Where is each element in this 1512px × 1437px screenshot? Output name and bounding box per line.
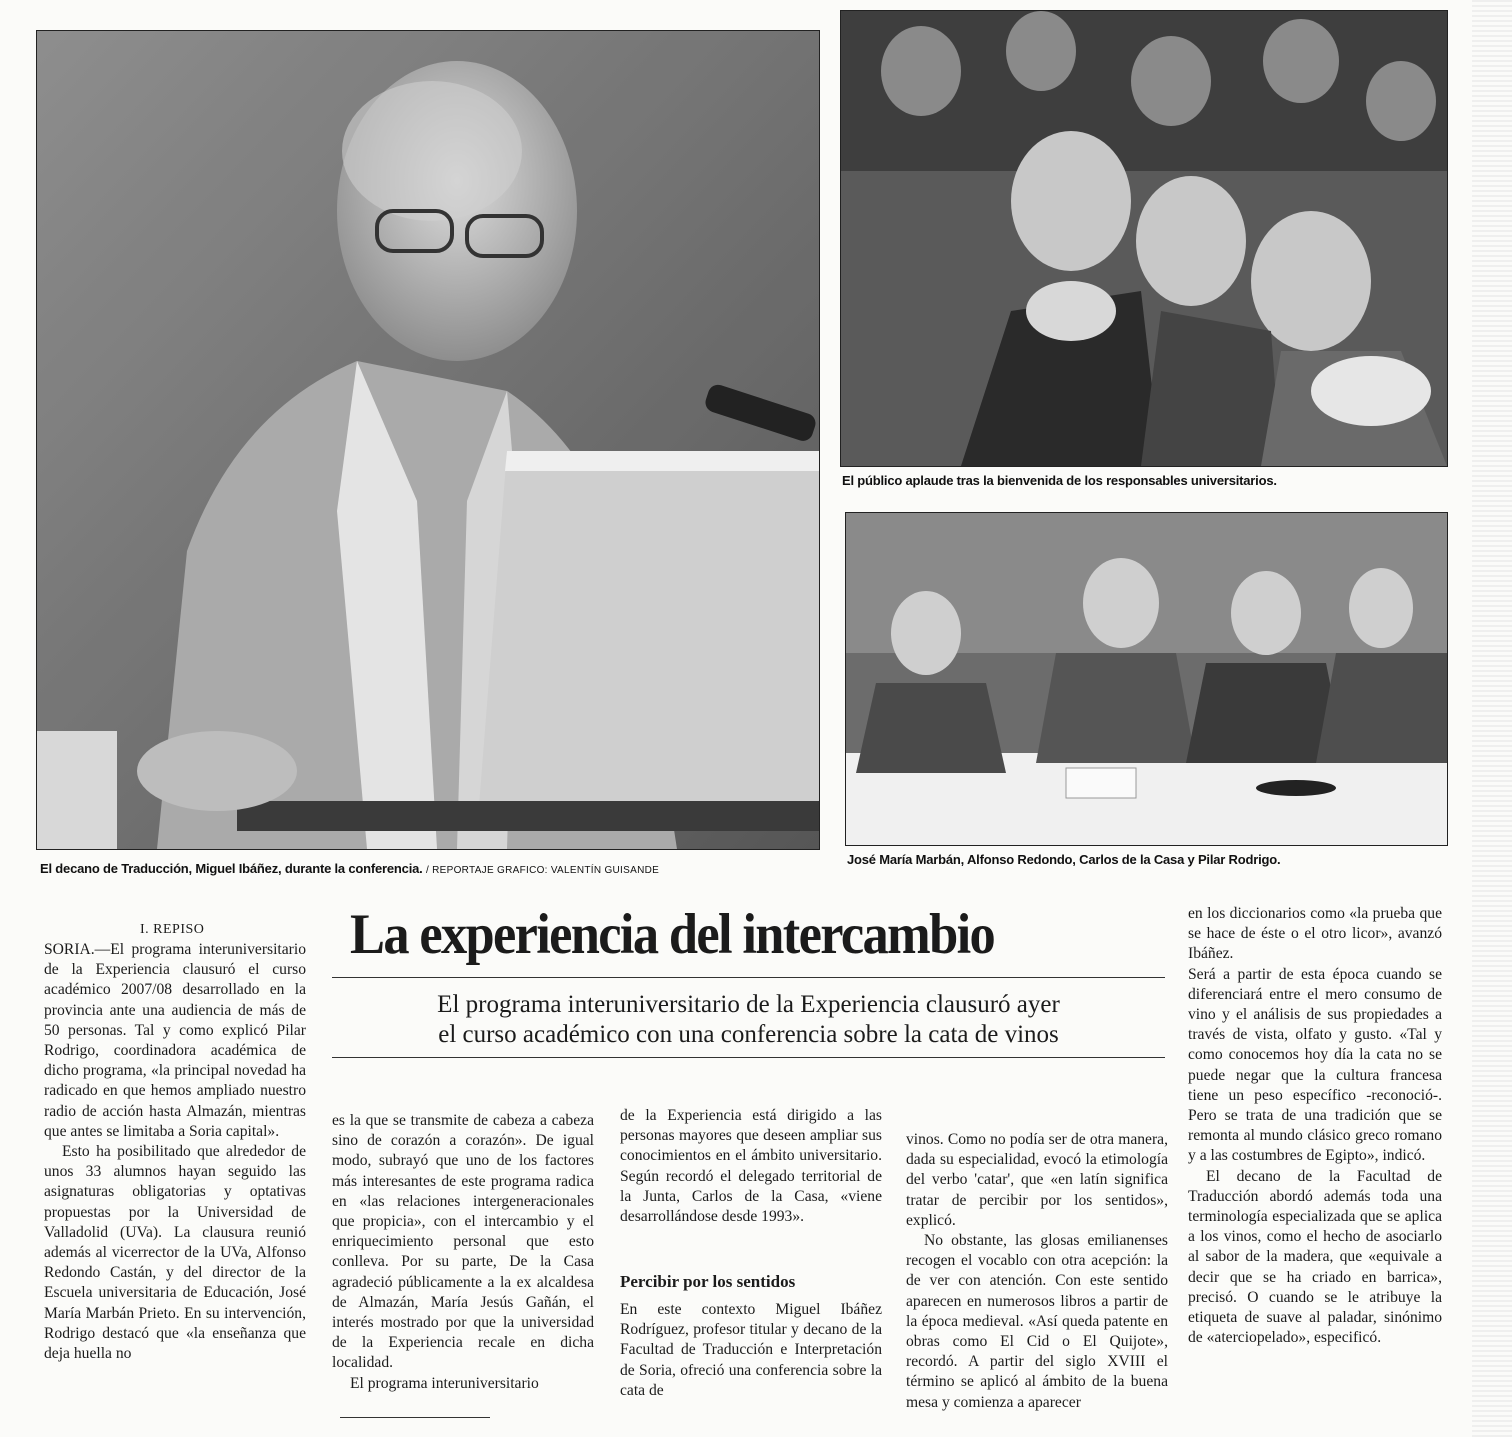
col1-paragraph-2: Esto ha posibilitado que alrededor de unos 33 alumnos hayan seguido las asignaturas obligatorias y optativas propuestas por la Universidad de Valladolid (UVa). La clausura reunió además al vicerrector de la UVa, Alfonso Redondo Castán, y del director de la Escuela universitaria de Educación, José María Marbán Prieto. En su intervención, Rodrigo destacó que «la enseñanza que deja huella no [44, 1143, 306, 1363]
column-4 [906, 1130, 1168, 1413]
bottom-rule [340, 1417, 490, 1418]
col5-paragraph-2: Será a partir de esta época cuando se diferenciará entre el mero consumo de vino y el análisis de sus propiedades a través de vista, olfato y gusto. «Tal y como conocemos hoy día la cata no se puede negar que la cultura francesa tiene un peso específico -reconoció-. Pero se trata de una tradición que se remonta al mundo clásico greco romano y a las costumbres de Egipto», indicó. [1188, 965, 1442, 1165]
col3-paragraph-1: de la Experiencia está dirigido a las personas mayores que deseen ampliar sus conocimientos en el ámbito universitario. Según recordó el delegado territorial de la Junta, Carlos de la Casa, «viene desarrollándose desde 1993». [620, 1107, 882, 1226]
headline-rule [332, 977, 1165, 978]
subhead: Percibir por los sentidos [620, 1272, 796, 1291]
scan-edge [1472, 0, 1512, 1437]
byline: I. REPISO [140, 922, 205, 937]
main-photo [36, 30, 820, 850]
column-3-continued [620, 1300, 882, 1401]
photo-credit: / REPORTAJE GRAFICO: VALENTÍN GUISANDE [425, 865, 660, 876]
deck-line-1: El programa interuniversitario de la Experiencia clausuró ayer [437, 991, 1060, 1018]
column-2 [332, 1111, 594, 1394]
deck [332, 990, 1165, 1050]
column-3 [620, 1106, 882, 1227]
col5-paragraph-1: en los diccionarios como «la prueba que se hace de éste o el otro licor», avanzó Ibáñez. [1188, 905, 1442, 963]
col4-paragraph-2: No obstante, las glosas emilianenses recogen el vocablo con otra acepción: la de ver con atención. Con este sentido aparecen en numerosos libros a partir de la época medieval. «Así queda patente en obras como El Cid o El Quijote», recordó. A partir del siglo XVIII el término se aplicó al ámbito de la buena mesa y comienza a aparecer [906, 1232, 1168, 1411]
column-5 [1188, 904, 1442, 1348]
audience-photo [840, 10, 1448, 467]
panel-photo [845, 512, 1448, 846]
col3-paragraph-2: En este contexto Miguel Ibáñez Rodríguez, profesor titular y decano de la Facultad de Traducción e Interpretación de Soria, ofreció una conferencia sobre la cata de [620, 1301, 882, 1399]
col5-paragraph-3: El decano de la Facultad de Traducción abordó además toda una terminología especializada que se aplica a los vinos, como el hecho de asociarlo al sabor de la madera, que «equivale a decir que se ha criado en barrica», precisó. O cuando se le atribuye la etiqueta de suave al paladar, sinónimo de «aterciopelado», especificó. [1188, 1167, 1442, 1347]
headline: La experiencia del intercambio [350, 903, 995, 966]
panel-photo-caption: José María Marbán, Alfonso Redondo, Carlos de la Casa y Pilar Rodrigo. [847, 852, 1281, 867]
deck-line-2: el curso académico con una conferencia sobre la cata de vinos [438, 1021, 1059, 1048]
col1-paragraph-1: SORIA.—El programa interuniversitario de la Experiencia clausuró el curso académico 2007/08 desarrollado en la provincia ante una audiencia de más de 50 personas. Tal y como explicó Pilar Rodrigo, coordinadora académica de dicho programa, «la principal novedad ha radicado en que hemos ampliado nuestro radio de acción hasta Almazán, mientras que antes se limitaba a Soria capital». [44, 941, 306, 1140]
deck-rule [332, 1057, 1165, 1058]
col2-paragraph-1: es la que se transmite de cabeza a cabeza sino de corazón a corazón». De igual modo, subrayó que uno de los factores más interesantes de este programa radica en «las relaciones intergeneracionales que propicia», con el intercambio y el enriquecimiento personal que esto conlleva. Por su parte, De la Casa agradeció públicamente a la ex alcaldesa de Almazán, María Jesús Gañán, el interés mostrado por que la universidad de la Experiencia recale en dicha localidad. [332, 1112, 594, 1372]
audience-photo-caption: El público aplaude tras la bienvenida de los responsables universitarios. [842, 473, 1277, 488]
main-photo-caption [40, 861, 659, 876]
col2-paragraph-2: El programa interuniversitario [350, 1374, 539, 1392]
col4-paragraph-1: vinos. Como no podía ser de otra manera, dada su especialidad, evocó la etimología del verbo 'catar', que «en latín significa tratar de percibir por los sentidos», explicó. [906, 1131, 1168, 1229]
column-1 [44, 940, 306, 1364]
main-photo-caption-text: El decano de Traducción, Miguel Ibáñez, durante la conferencia. [40, 861, 423, 876]
